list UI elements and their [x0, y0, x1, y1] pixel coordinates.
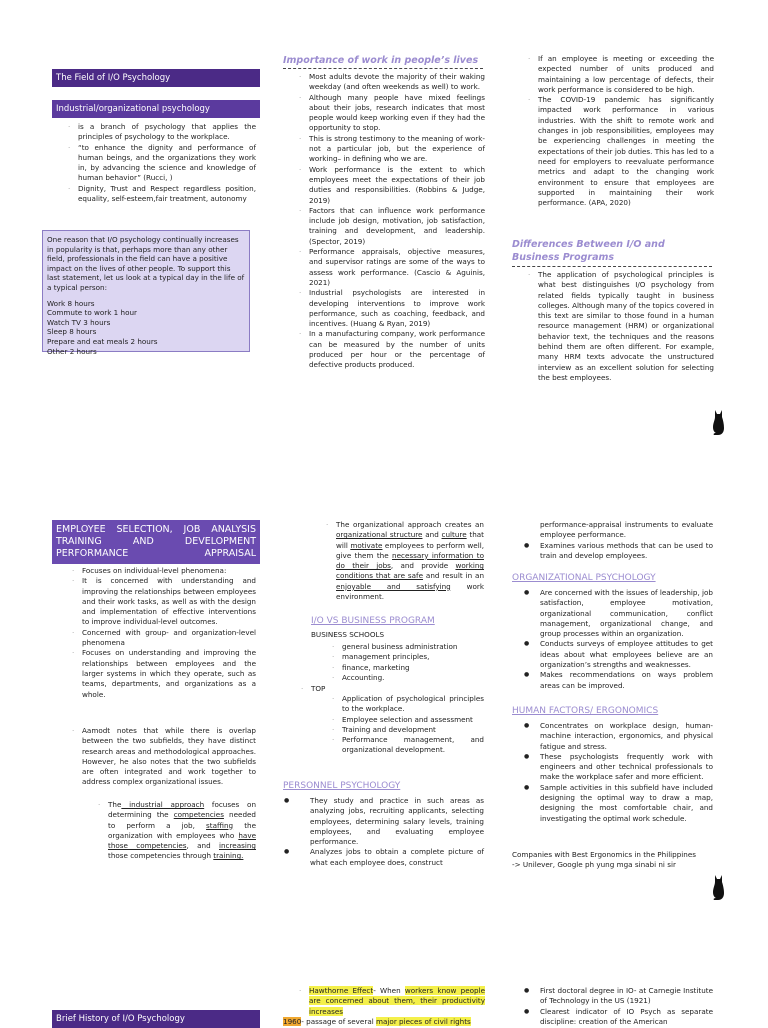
text: working conditions that are safe [336, 561, 484, 581]
list-item: · Application of psychological principles to the workplace. [314, 694, 484, 715]
text: increasing [219, 841, 256, 851]
text: The organizational approach creates an [336, 520, 484, 529]
text: needed to perform a job, [108, 810, 256, 830]
list-item: ● Concentrates on workplace design, human-machine interaction, ergonomics, and physical fatigue and stress. [524, 721, 713, 752]
text: , and [186, 841, 219, 851]
ergonomics-note-2: -> Unilever, Google ph yung mga sinabi ni sir [512, 860, 676, 869]
box-line: Prepare and eat meals 2 hours [47, 336, 158, 346]
page1-title: The Field of I/O Psychology [52, 69, 260, 87]
text: Hawthorne Effect [309, 986, 374, 995]
text: employees to perform well, give them the [336, 540, 484, 560]
text: The [108, 800, 122, 809]
business-schools-list [314, 642, 484, 683]
page1-middle-bullets [297, 72, 485, 371]
appraisal-cont: performance-appraisal instruments to evaluate employee performance. [540, 520, 713, 540]
page1-left-bullets [66, 122, 256, 204]
list-item: · Employee selection and assessment [314, 715, 484, 725]
list-item: · Accounting. [314, 673, 484, 683]
org-psych-list [524, 588, 713, 691]
page3-title: Brief History of I/O Psychology [52, 1010, 260, 1028]
text: 1960 [283, 1017, 302, 1026]
text: industrial approach [121, 800, 205, 809]
list-item: ● Sample activities in this subfield have included designing the optimal way to draw a map, designing the most comfortable chair, and investigating the optimal work schedule. [524, 783, 713, 824]
list-item: · Concerned with group- and organization-level phenomena [70, 628, 256, 649]
text: , and provide [390, 561, 456, 571]
box-lines [47, 299, 245, 357]
text: staffing [206, 820, 234, 830]
list-item: · Although many people have mixed feelings about their jobs, research indicates that most people would keep working even if they had the opportunity to stop. [297, 93, 485, 134]
list-item: ● Are concerned with the issues of leadership, job satisfaction, employee motivation, organizational communication, conflict management, organizational change, and group processes within an organization. [524, 588, 713, 639]
list-item [297, 986, 485, 1017]
page1-subtitle: Industrial/organizational psychology [52, 100, 260, 118]
list-item: · Aamodt notes that while there is overlap between the two subfields, they have distinct research areas and methodological approaches. However, he also notes that the two subfields are often integrated and work together to address complex organizational issues. [70, 726, 256, 788]
list-item: · general business administration [314, 642, 484, 652]
list-item: · finance, marketing [314, 663, 484, 673]
top-label: · TOP [299, 684, 484, 694]
human-factors-list [524, 721, 713, 824]
list-item [96, 800, 256, 862]
box-line: Sleep 8 hours [47, 327, 97, 337]
list-item: · This is strong testimony to the meaning of work- not a particular job, but the experience of working– in defining who we are. [297, 134, 485, 165]
text: - When [373, 986, 405, 995]
list-item: · The application of psychological principles is what best distinguishes I/O psychology from related fields typically taught in business colleges. Although many of the topics covered in this text are similar to those found in a human resource management (HRM) or organizational behavior text, the techniques and the reasons behind them are often different. For example, many HRM texts advocate the unstructured interview as an excellent solution for selecting the best employees. [526, 270, 714, 383]
text: - passage of several [301, 1017, 377, 1026]
text: workers know people are concerned about them, their productivity increases [309, 986, 485, 1016]
list-item: ● Analyzes jobs to obtain a complete picture of what each employee does, construct [284, 847, 484, 868]
top-list [314, 694, 484, 756]
history-list [524, 986, 713, 1027]
page1-right-bullets [526, 54, 714, 208]
list-item: ● Clearest indicator of IO Psych as separate discipline: creation of the American [524, 1007, 713, 1028]
text: training. [213, 851, 244, 861]
text: the organization with employees who [108, 820, 256, 840]
text: major pieces of civil rights [376, 1017, 471, 1026]
list-item: ● Examines various methods that can be used to train and develop employees. [524, 541, 713, 562]
list-item: · Focuses on understanding and improving the relationships between employees and the larger systems in which they operate, such as teams, departments, and organizations as a whole. [70, 648, 256, 699]
hawthorne-list [297, 986, 485, 1017]
list-item: · management principles, [314, 652, 484, 662]
page1-right-bullets2 [526, 270, 714, 383]
text: and result in an [423, 571, 484, 581]
list-item: ● These psychologists frequently work with engineers and other technical professionals to make the workplace safer and more efficient. [524, 752, 713, 783]
text: those competencies through [108, 851, 214, 861]
list-item: · is a branch of psychology that applies the principles of psychology to the workplace. [66, 122, 256, 143]
ergonomics-note-1: Companies with Best Ergonomics in the Philippines [512, 850, 697, 859]
list-item: · “to enhance the dignity and performance of human beings, and the organizations they work in, by advancing the science and knowledge of human behavior” (Rucci, ) [66, 143, 256, 184]
text: focuses on determining the [108, 800, 257, 820]
cat-silhouette-icon [710, 873, 726, 901]
text: necessary information to do their jobs [336, 550, 484, 571]
list-item: · Industrial psychologists are interested in developing interventions to improve work performance, such as coaching, feedback, and incentives. (Huang & Ryan, 2019) [297, 288, 485, 329]
box-intro: One reason that I/O psychology continually increases in popularity is that, perhaps more than any other field, professionals in the field can have a positive impact on the lives of other people. To support this last statement, let us look at a typical day in the life of a typical person: [47, 235, 245, 292]
org-psych-title: ORGANIZATIONAL PSYCHOLOGY [512, 573, 656, 583]
industrial-approach-list [96, 800, 256, 862]
box-line: Other 2 hours [47, 346, 97, 356]
org-approach-list [324, 520, 484, 602]
text: motivate [350, 540, 383, 550]
page2-title: EMPLOYEE SELECTION, JOB ANALYSIS TRAINING AND DEVELOPMENT PERFORMANCE APPRAISAL [52, 520, 260, 564]
text: enjoyable and satisfying [336, 581, 451, 591]
text: have those competencies [108, 830, 256, 851]
text: culture [441, 530, 467, 540]
list-item: ● Makes recommendations on ways problem areas can be improved. [524, 670, 713, 691]
box-line: Commute to work 1 hour [47, 308, 137, 318]
list-item: · If an employee is meeting or exceeding the expected number of units produced and maintaining a low percentage of defects, their work performance is considered to be high. [526, 54, 714, 95]
list-item: · Dignity, Trust and Respect regardless position, equality, self-esteem,fair treatment, autonomy [66, 184, 256, 205]
personnel-title: PERSONNEL PSYCHOLOGY [283, 781, 401, 791]
business-schools-label: BUSINESS SCHOOLS [311, 630, 385, 639]
list-item: ● First doctoral degree in IO- at Carnegie Institute of Technology in the US (1921) [524, 986, 713, 1007]
text: and [422, 530, 442, 540]
list-item: · Most adults devote the majority of their waking weekday (and often weekends as well) to work. [297, 72, 485, 93]
list-item: · Focuses on individual-level phenomena: [70, 566, 256, 576]
list-item: · It is concerned with understanding and improving the relationships between employees and their work tasks, as well as with the design and implementation of effective interventions to improve individual-level outcomes. [70, 576, 256, 627]
box-line: Watch TV 3 hours [47, 317, 111, 327]
list-item: · The COVID-19 pandemic has significantly impacted work performance in various industries. With the shift to remote work and changes in job responsibilities, employees may be experiencing challenges in meeting the expectations of their job duties. This has led to a need for employers to reevaluate performance metrics and adapt to the changing work environment to ensure that employees are supported in maintaining their work performance. (APA, 2020) [526, 95, 714, 208]
page1-middle-title: Importance of work in people’s lives [283, 55, 483, 69]
train-list [524, 541, 713, 562]
text: that will [336, 530, 484, 550]
list-item: · In a manufacturing company, work performance can be measured by the number of units produced per hour or the percentage of defective products produced. [297, 329, 485, 370]
list-item: ● Conducts surveys of employee attitudes to get ideas about what employees believe are an organization’s strengths and weaknesses. [524, 639, 713, 670]
text: work environment. [336, 581, 484, 602]
typical-day-box [42, 230, 250, 356]
page2-left-bullets [70, 566, 256, 700]
list-item: · Performance management, and organizational development. [314, 735, 484, 756]
box-line: Work 8 hours [47, 298, 95, 308]
human-factors-title: HUMAN FACTORS/ ERGONOMICS [512, 706, 659, 716]
top-label-list [299, 684, 484, 694]
list-item: ● They study and practice in such areas as analyzing jobs, recruiting applicants, selecting employees, determining salary levels, training employees, and evaluating employee performance. [284, 796, 484, 847]
list-item: · Performance appraisals, objective measures, and supervisor ratings are some of the ways to assess work performance. (Cascio & Aguinis, 2021) [297, 247, 485, 288]
list-item: · Factors that can influence work performance include job design, motivation, job satisfaction, training and development, and leadership. (Spector, 2019) [297, 206, 485, 247]
aamodt-list [70, 726, 256, 788]
list-item [324, 520, 484, 602]
personnel-list [284, 796, 484, 868]
text: organizational structure [336, 530, 423, 540]
list-item: · Training and development [314, 725, 484, 735]
list-item: · Work performance is the extent to which employees meet the expectations of their job duties and responsibilities. (Robbins & Judge, 2019) [297, 165, 485, 206]
civil-rights-line [283, 1017, 488, 1027]
text: competencies [173, 810, 224, 820]
io-vs-business-title: I/O VS BUSINESS PROGRAM [311, 616, 435, 626]
cat-silhouette-icon [710, 408, 726, 436]
page1-right-title: Differences Between I/O and Business Programs [512, 238, 712, 267]
